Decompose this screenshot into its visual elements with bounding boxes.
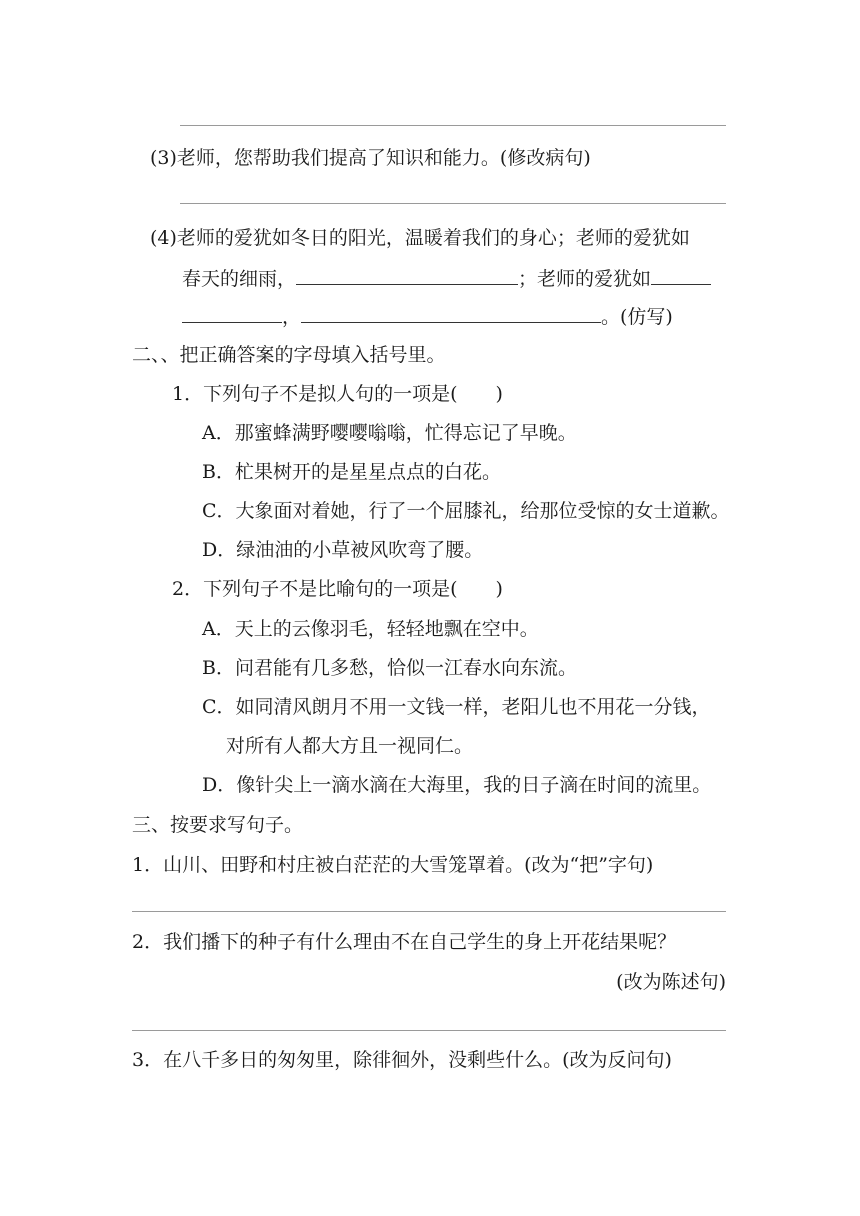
rewrite-question-1: 1．山川、田野和村庄被白茫茫的大雪笼罩着。(改为“把”字句) — [132, 854, 654, 876]
answer-line — [132, 1030, 726, 1031]
mc-question-2-stem: 2．下列句子不是比喻句的一项是( ) — [172, 578, 503, 600]
question-4-text-a: 春天的细雨， — [182, 268, 297, 290]
mc-option-b: B．杧果树开的是星星点点的白花。 — [202, 461, 501, 483]
question-4-text-d: 。(仿写) — [601, 306, 673, 328]
mc-option-c: C．如同清风朗月不用一文钱一样，老阳儿也不用花一分钱， — [202, 696, 711, 718]
question-4-text-b: ；老师的爱犹如 — [518, 268, 652, 290]
mc-question-1-stem: 1．下列句子不是拟人句的一项是( ) — [172, 383, 503, 405]
section-3-heading: 三、按要求写句子。 — [132, 814, 304, 836]
rewrite-question-2-instruction: (改为陈述句) — [616, 971, 726, 993]
rewrite-question-2: 2．我们播下的种子有什么理由不在自己学生的身上开花结果呢？ — [132, 931, 677, 953]
section-2-heading: 二、、把正确答案的字母填入括号里。 — [132, 344, 446, 366]
fill-blank[interactable] — [182, 304, 282, 323]
rewrite-question-3: 3．在八千多日的匆匆里，除徘徊外，没剩些什么。(改为反问句) — [132, 1049, 672, 1071]
mc-option-d: D．像针尖上一滴水滴在大海里，我的日子滴在时间的流里。 — [202, 774, 712, 796]
question-4-line3 — [182, 304, 673, 329]
answer-line — [132, 911, 726, 912]
mc-option-a: A．天上的云像羽毛，轻轻地飘在空中。 — [202, 618, 539, 640]
mc-option-b: B．问君能有几多愁，恰似一江春水向东流。 — [202, 657, 577, 679]
mc-option-a: A．那蜜蜂满野嘤嘤嗡嗡，忙得忘记了早晚。 — [202, 422, 577, 444]
question-4-line2 — [182, 266, 711, 291]
fill-blank[interactable] — [651, 266, 711, 285]
fill-blank[interactable] — [296, 266, 518, 285]
mc-option-c-continued: 对所有人都大方且一视同仁。 — [226, 735, 474, 757]
question-4-text-c: ， — [282, 306, 302, 328]
mc-option-d: D．绿油油的小草被风吹弯了腰。 — [202, 539, 484, 561]
fill-blank[interactable] — [301, 304, 601, 323]
answer-line — [180, 203, 726, 204]
mc-option-c: C．大象面对着她，行了一个屈膝礼，给那位受惊的女士道歉。 — [202, 500, 730, 522]
answer-line — [180, 125, 726, 126]
question-3-text: (3)老师，您帮助我们提高了知识和能力。(修改病句) — [150, 147, 591, 169]
question-4-line1: (4)老师的爱犹如冬日的阳光，温暖着我们的身心；老师的爱犹如 — [150, 227, 690, 249]
